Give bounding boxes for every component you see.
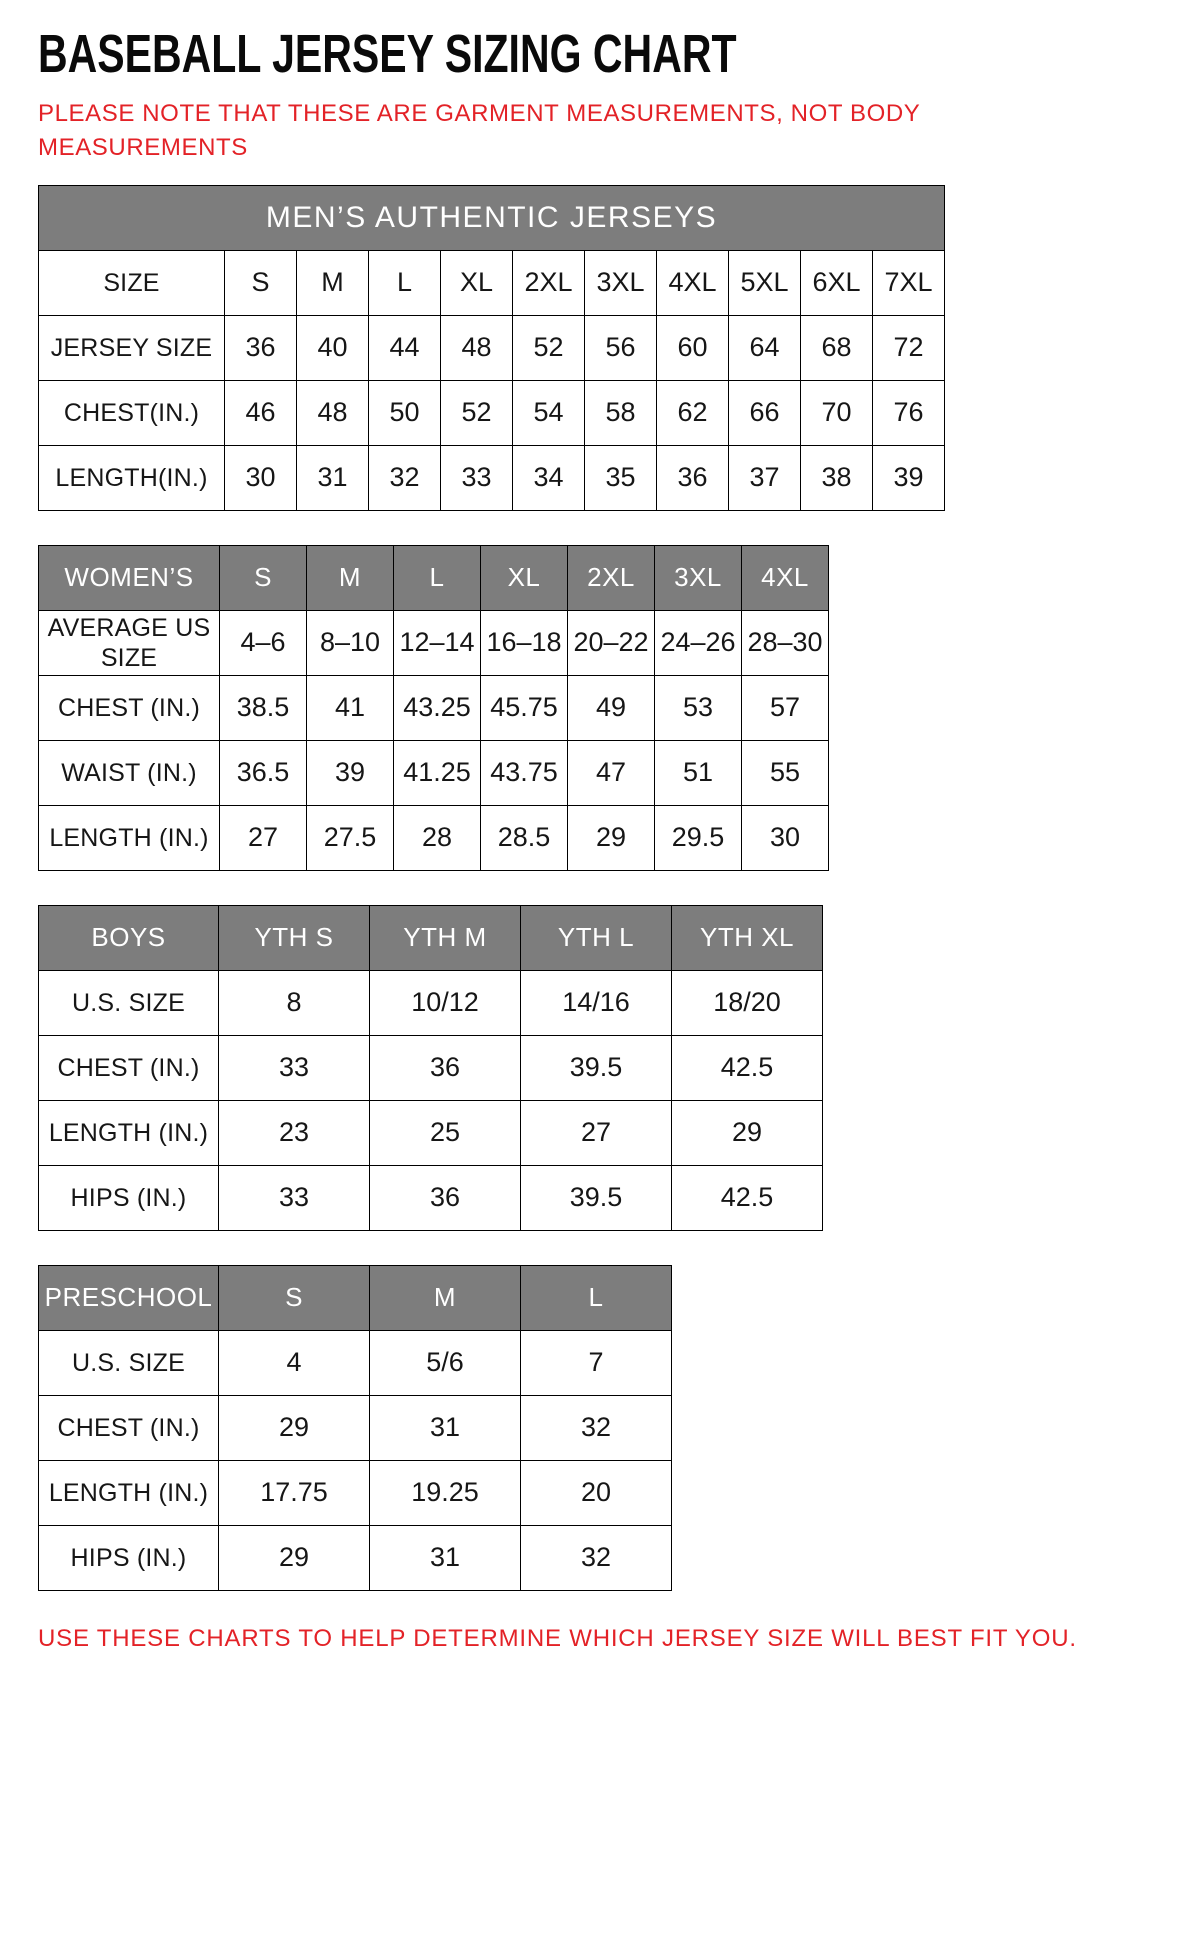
womens-cell-1-0: 38.5 — [220, 675, 307, 740]
mens-cell-1-5: 56 — [585, 315, 657, 380]
boys-cell-0-1: 10/12 — [370, 970, 521, 1035]
womens-row-3-label: LENGTH (IN.) — [39, 805, 220, 870]
mens-banner-row — [39, 185, 945, 250]
mens-row-0-label: SIZE — [39, 250, 225, 315]
preschool-cell-2-1: 19.25 — [370, 1460, 521, 1525]
preschool-cell-1-0: 29 — [219, 1395, 370, 1460]
mens-cell-3-1: 31 — [297, 445, 369, 510]
page-title: BASEBALL JERSEY SIZING CHART — [38, 24, 737, 84]
boys-cell-0-2: 14/16 — [521, 970, 672, 1035]
preschool-row-2 — [39, 1460, 672, 1525]
mens-cell-3-9: 39 — [873, 445, 945, 510]
boys-cell-3-1: 36 — [370, 1165, 521, 1230]
boys-cell-2-3: 29 — [672, 1100, 823, 1165]
mens-cell-2-2: 50 — [369, 380, 441, 445]
mens-cell-1-9: 72 — [873, 315, 945, 380]
womens-cell-3-1: 27.5 — [307, 805, 394, 870]
preschool-sizing-table — [38, 1265, 672, 1591]
womens-cell-0-5: 24–26 — [655, 610, 742, 675]
preschool-cell-2-0: 17.75 — [219, 1460, 370, 1525]
boys-row-1 — [39, 1035, 823, 1100]
mens-cell-3-6: 36 — [657, 445, 729, 510]
mens-cell-0-9: 7XL — [873, 250, 945, 315]
preschool-header-label: PRESCHOOL — [39, 1265, 219, 1330]
womens-cell-2-6: 55 — [742, 740, 829, 805]
preschool-row-2-label: LENGTH (IN.) — [39, 1460, 219, 1525]
womens-row-1-label: CHEST (IN.) — [39, 675, 220, 740]
mens-cell-0-8: 6XL — [801, 250, 873, 315]
mens-cell-2-9: 76 — [873, 380, 945, 445]
preschool-cell-3-1: 31 — [370, 1525, 521, 1590]
womens-row-3 — [39, 805, 829, 870]
mens-cell-0-1: M — [297, 250, 369, 315]
boys-row-0 — [39, 970, 823, 1035]
boys-header-cell-0: YTH S — [219, 905, 370, 970]
preschool-cell-0-1: 5/6 — [370, 1330, 521, 1395]
mens-cell-2-1: 48 — [297, 380, 369, 445]
womens-cell-2-2: 41.25 — [394, 740, 481, 805]
mens-cell-0-3: XL — [441, 250, 513, 315]
mens-cell-1-1: 40 — [297, 315, 369, 380]
womens-cell-3-6: 30 — [742, 805, 829, 870]
boys-header-row — [39, 905, 823, 970]
garment-measurements-note: PLEASE NOTE THAT THESE ARE GARMENT MEASUREMENTS, NOT BODY MEASUREMENTS — [38, 99, 920, 161]
mens-row-0 — [39, 250, 945, 315]
preschool-row-3 — [39, 1525, 672, 1590]
boys-header-cell-2: YTH L — [521, 905, 672, 970]
boys-row-2 — [39, 1100, 823, 1165]
preschool-cell-1-2: 32 — [521, 1395, 672, 1460]
boys-header-cell-3: YTH XL — [672, 905, 823, 970]
womens-cell-0-6: 28–30 — [742, 610, 829, 675]
womens-sizing-table — [38, 545, 829, 871]
womens-row-1 — [39, 675, 829, 740]
mens-cell-3-7: 37 — [729, 445, 801, 510]
mens-cell-1-3: 48 — [441, 315, 513, 380]
preschool-row-1-label: CHEST (IN.) — [39, 1395, 219, 1460]
womens-cell-0-3: 16–18 — [481, 610, 568, 675]
womens-cell-1-3: 45.75 — [481, 675, 568, 740]
preschool-row-1 — [39, 1395, 672, 1460]
boys-cell-1-3: 42.5 — [672, 1035, 823, 1100]
womens-header-cell-2: L — [394, 545, 481, 610]
mens-cell-2-5: 58 — [585, 380, 657, 445]
mens-row-1-label: JERSEY SIZE — [39, 315, 225, 380]
boys-cell-1-0: 33 — [219, 1035, 370, 1100]
boys-cell-0-0: 8 — [219, 970, 370, 1035]
womens-header-cell-5: 3XL — [655, 545, 742, 610]
womens-cell-2-1: 39 — [307, 740, 394, 805]
womens-row-2-label: WAIST (IN.) — [39, 740, 220, 805]
womens-row-0-label: AVERAGE US SIZE — [39, 610, 220, 675]
preschool-row-0 — [39, 1330, 672, 1395]
womens-cell-1-4: 49 — [568, 675, 655, 740]
boys-row-3-label: HIPS (IN.) — [39, 1165, 219, 1230]
preschool-header-cell-2: L — [521, 1265, 672, 1330]
womens-header-row — [39, 545, 829, 610]
womens-header-cell-1: M — [307, 545, 394, 610]
womens-header-cell-4: 2XL — [568, 545, 655, 610]
mens-row-2 — [39, 380, 945, 445]
womens-cell-3-4: 29 — [568, 805, 655, 870]
boys-row-1-label: CHEST (IN.) — [39, 1035, 219, 1100]
boys-cell-1-2: 39.5 — [521, 1035, 672, 1100]
preschool-header-cell-0: S — [219, 1265, 370, 1330]
boys-cell-1-1: 36 — [370, 1035, 521, 1100]
mens-row-2-label: CHEST(IN.) — [39, 380, 225, 445]
mens-cell-1-0: 36 — [225, 315, 297, 380]
preschool-header-cell-1: M — [370, 1265, 521, 1330]
mens-cell-2-7: 66 — [729, 380, 801, 445]
womens-cell-0-0: 4–6 — [220, 610, 307, 675]
womens-cell-0-2: 12–14 — [394, 610, 481, 675]
womens-cell-1-2: 43.25 — [394, 675, 481, 740]
preschool-cell-1-1: 31 — [370, 1395, 521, 1460]
mens-row-3 — [39, 445, 945, 510]
womens-cell-2-4: 47 — [568, 740, 655, 805]
mens-cell-1-7: 64 — [729, 315, 801, 380]
fit-advice-footer: USE THESE CHARTS TO HELP DETERMINE WHICH JERSEY SIZE WILL BEST FIT YOU. — [38, 1624, 1077, 1652]
boys-row-0-label: U.S. SIZE — [39, 970, 219, 1035]
womens-cell-2-5: 51 — [655, 740, 742, 805]
womens-header-cell-0: S — [220, 545, 307, 610]
boys-header-cell-1: YTH M — [370, 905, 521, 970]
preschool-cell-0-0: 4 — [219, 1330, 370, 1395]
womens-cell-3-5: 29.5 — [655, 805, 742, 870]
womens-cell-1-6: 57 — [742, 675, 829, 740]
mens-row-3-label: LENGTH(IN.) — [39, 445, 225, 510]
mens-cell-2-6: 62 — [657, 380, 729, 445]
mens-cell-2-3: 52 — [441, 380, 513, 445]
mens-cell-0-6: 4XL — [657, 250, 729, 315]
mens-sizing-table — [38, 185, 945, 511]
womens-cell-0-4: 20–22 — [568, 610, 655, 675]
preschool-header-row — [39, 1265, 672, 1330]
mens-cell-3-8: 38 — [801, 445, 873, 510]
boys-row-3 — [39, 1165, 823, 1230]
mens-cell-2-8: 70 — [801, 380, 873, 445]
mens-cell-1-4: 52 — [513, 315, 585, 380]
preschool-row-0-label: U.S. SIZE — [39, 1330, 219, 1395]
womens-cell-0-1: 8–10 — [307, 610, 394, 675]
mens-cell-1-6: 60 — [657, 315, 729, 380]
womens-row-0 — [39, 610, 829, 675]
mens-cell-1-2: 44 — [369, 315, 441, 380]
mens-cell-3-3: 33 — [441, 445, 513, 510]
womens-cell-2-0: 36.5 — [220, 740, 307, 805]
mens-cell-0-4: 2XL — [513, 250, 585, 315]
boys-header-label: BOYS — [39, 905, 219, 970]
preschool-cell-3-2: 32 — [521, 1525, 672, 1590]
mens-cell-3-4: 34 — [513, 445, 585, 510]
mens-cell-2-0: 46 — [225, 380, 297, 445]
womens-cell-3-3: 28.5 — [481, 805, 568, 870]
preschool-cell-3-0: 29 — [219, 1525, 370, 1590]
preschool-row-3-label: HIPS (IN.) — [39, 1525, 219, 1590]
mens-row-1 — [39, 315, 945, 380]
womens-cell-3-0: 27 — [220, 805, 307, 870]
womens-header-label: WOMEN’S — [39, 545, 220, 610]
preschool-cell-2-2: 20 — [521, 1460, 672, 1525]
womens-cell-2-3: 43.75 — [481, 740, 568, 805]
womens-cell-3-2: 28 — [394, 805, 481, 870]
mens-cell-3-2: 32 — [369, 445, 441, 510]
boys-cell-3-0: 33 — [219, 1165, 370, 1230]
womens-cell-1-1: 41 — [307, 675, 394, 740]
womens-header-cell-3: XL — [481, 545, 568, 610]
boys-cell-2-2: 27 — [521, 1100, 672, 1165]
boys-cell-3-2: 39.5 — [521, 1165, 672, 1230]
mens-cell-0-5: 3XL — [585, 250, 657, 315]
mens-cell-3-0: 30 — [225, 445, 297, 510]
womens-cell-1-5: 53 — [655, 675, 742, 740]
boys-sizing-table — [38, 905, 823, 1231]
womens-header-cell-6: 4XL — [742, 545, 829, 610]
boys-cell-2-1: 25 — [370, 1100, 521, 1165]
mens-cell-1-8: 68 — [801, 315, 873, 380]
mens-cell-0-7: 5XL — [729, 250, 801, 315]
boys-cell-2-0: 23 — [219, 1100, 370, 1165]
boys-cell-0-3: 18/20 — [672, 970, 823, 1035]
mens-cell-2-4: 54 — [513, 380, 585, 445]
boys-row-2-label: LENGTH (IN.) — [39, 1100, 219, 1165]
womens-row-2 — [39, 740, 829, 805]
mens-cell-0-0: S — [225, 250, 297, 315]
mens-table-title: MEN’S AUTHENTIC JERSEYS — [39, 185, 945, 250]
mens-cell-3-5: 35 — [585, 445, 657, 510]
preschool-cell-0-2: 7 — [521, 1330, 672, 1395]
mens-cell-0-2: L — [369, 250, 441, 315]
boys-cell-3-3: 42.5 — [672, 1165, 823, 1230]
